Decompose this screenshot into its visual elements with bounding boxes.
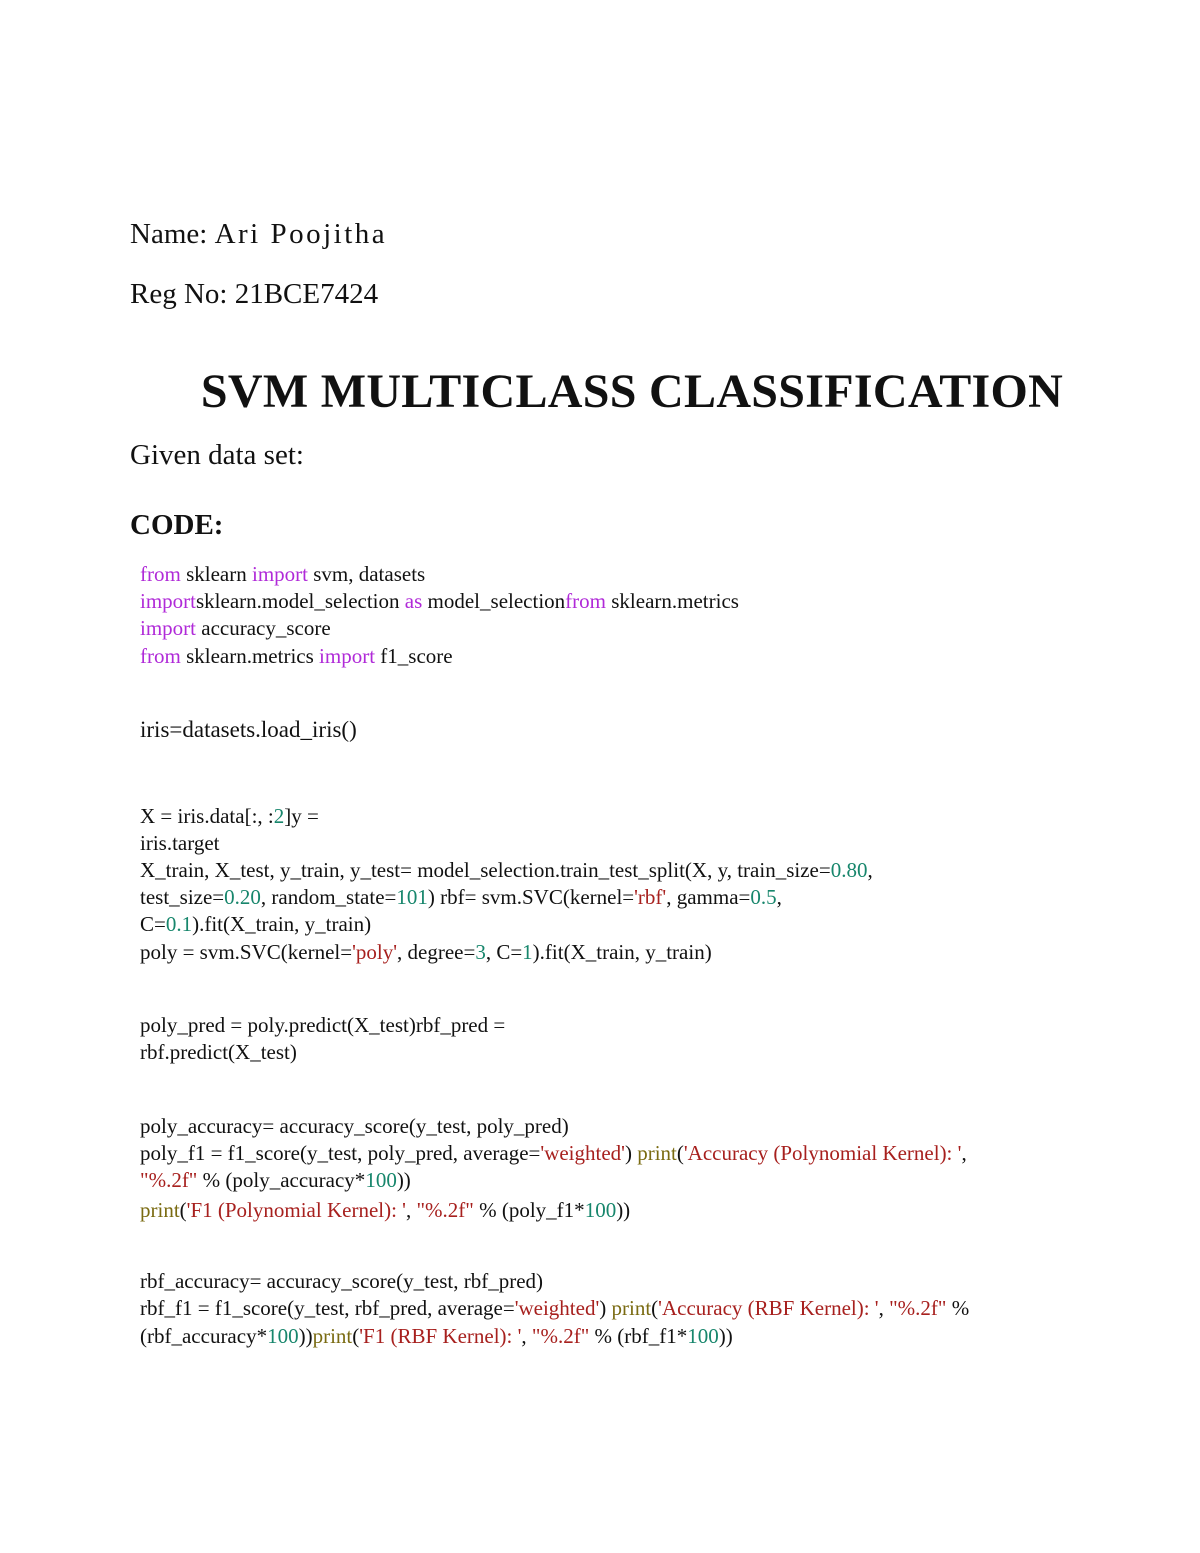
registration-line <box>130 274 378 314</box>
reg-label: Reg No: <box>130 278 228 310</box>
code-line-1: from sklearn import svm, datasets <box>140 562 426 586</box>
reg-value: 21BCE7424 <box>234 278 379 310</box>
code-line-2: importsklearn.model_selection as model_selectionfrom sklearn.metrics <box>140 589 739 613</box>
code-line-17: print('F1 (Polynomial Kernel): ', "%.2f" % (poly_f1*100)) <box>140 1198 631 1222</box>
code-line-18: rbf_accuracy= accuracy_score(y_test, rbf_pred) <box>140 1269 544 1293</box>
code-line-4: from sklearn.metrics import f1_score <box>140 644 453 668</box>
code-line-3: import accuracy_score <box>140 616 331 640</box>
code-line-14: poly_accuracy= accuracy_score(y_test, poly_pred) <box>140 1114 569 1138</box>
code-line-9: test_size=0.20, random_state=101) rbf= svm.SVC(kernel='rbf', gamma=0.5, <box>140 885 782 909</box>
code-heading: CODE: <box>130 509 224 541</box>
code-line-11: poly = svm.SVC(kernel='poly', degree=3, C=1).fit(X_train, y_train) <box>140 940 712 964</box>
student-name-line <box>130 214 387 254</box>
code-line-8: X_train, X_test, y_train, y_test= model_selection.train_test_split(X, y, train_size=0.80, <box>140 858 873 882</box>
document-title: SVM MULTICLASS CLASSIFICATION <box>200 365 1064 418</box>
code-line-15: poly_f1 = f1_score(y_test, poly_pred, average='weighted') print('Accuracy (Polynomial Kernel): ', <box>140 1141 967 1165</box>
name-label: Name: <box>130 218 208 250</box>
name-value: Ari Poojitha <box>214 218 388 250</box>
given-data-set-label: Given data set: <box>130 439 304 471</box>
code-line-16: "%.2f" % (poly_accuracy*100)) <box>140 1168 411 1192</box>
code-line-13: rbf.predict(X_test) <box>140 1040 297 1064</box>
code-line-6: X = iris.data[:, :2]y = <box>140 804 319 828</box>
code-line-5: iris=datasets.load_iris() <box>140 717 357 742</box>
code-line-7: iris.target <box>140 831 220 855</box>
code-line-20: (rbf_accuracy*100))print('F1 (RBF Kernel): ', "%.2f" % (rbf_f1*100)) <box>140 1324 733 1348</box>
code-line-19: rbf_f1 = f1_score(y_test, rbf_pred, average='weighted') print('Accuracy (RBF Kernel): ', "%.2f" % <box>140 1296 970 1320</box>
code-line-10: C=0.1).fit(X_train, y_train) <box>140 912 372 936</box>
code-line-12: poly_pred = poly.predict(X_test)rbf_pred = <box>140 1013 506 1037</box>
